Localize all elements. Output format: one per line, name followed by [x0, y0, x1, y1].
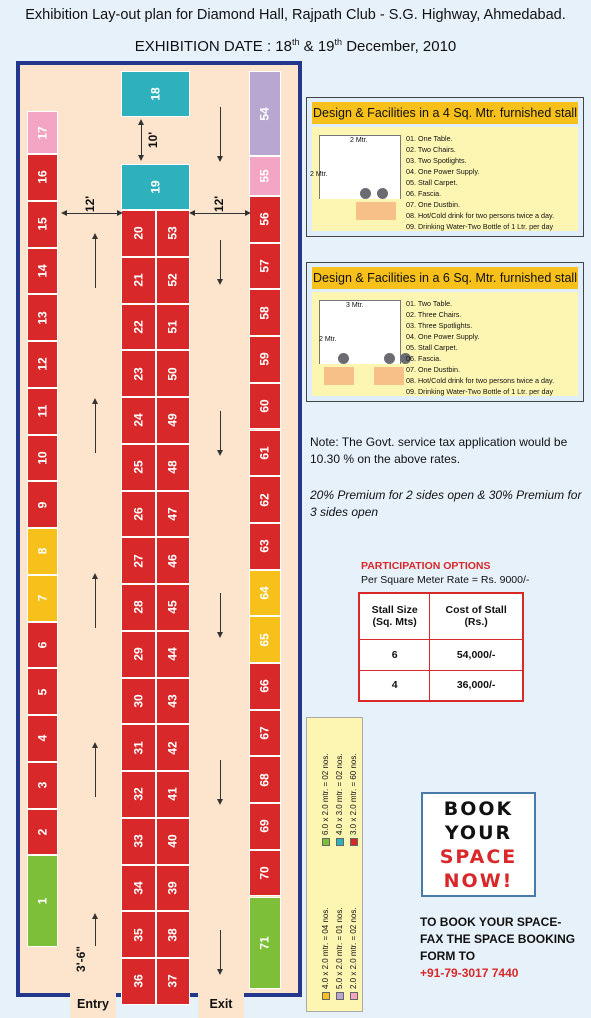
stall-58[interactable] — [249, 289, 281, 336]
stall-number: 11 — [35, 404, 50, 418]
cell-size: 4 — [359, 670, 430, 701]
aisle-up-arrow-icon — [95, 578, 96, 628]
legend-entry — [335, 753, 344, 846]
facility-item: 07. One Dustbin. — [406, 365, 460, 374]
facility-item: 02. Three Chairs. — [406, 310, 462, 319]
stall-31[interactable] — [121, 724, 156, 771]
facility-item: 03. Three Spotlights. — [406, 321, 473, 330]
stall-number: 66 — [257, 679, 272, 694]
book-word: BOOK — [443, 798, 514, 820]
dimension-12ft-right-label: 12' — [212, 195, 227, 213]
premium-note: 20% Premium for 2 sides open & 30% Premium for 3 sides open — [310, 488, 582, 519]
stall-number: 1 — [35, 897, 50, 905]
stall-4[interactable] — [27, 715, 58, 762]
stall-36[interactable] — [121, 958, 156, 1005]
stall-number: 51 — [165, 320, 180, 334]
stall-67[interactable] — [249, 710, 281, 757]
stall-number: 23 — [131, 366, 146, 381]
fax-line-2: FAX THE SPACE BOOKING — [420, 932, 576, 946]
header-cost: Cost of Stall (Rs.) — [430, 593, 523, 639]
stall-6[interactable] — [27, 622, 58, 669]
facility-item: 05. Stall Carpet. — [406, 178, 458, 187]
legend-entry — [321, 753, 330, 846]
stall-number: 64 — [257, 586, 272, 600]
legend-swatch — [336, 838, 344, 846]
dimension-10ft-label: 10' — [146, 131, 161, 149]
stall-number: 21 — [131, 273, 146, 287]
legend-text: 2.0 x 2.0 mtr. = 02 nos. — [349, 907, 358, 989]
stall-number: 9 — [35, 501, 50, 508]
stall-1[interactable] — [27, 855, 58, 947]
stall-number: 49 — [165, 413, 180, 428]
stall-50[interactable] — [156, 350, 191, 397]
stall-59[interactable] — [249, 336, 281, 383]
facilities-6sqm-list — [406, 298, 554, 397]
stall-57[interactable] — [249, 243, 281, 290]
aisle-up-arrow-icon — [95, 747, 96, 797]
stall-25[interactable] — [121, 444, 156, 491]
stall-number: 22 — [131, 320, 146, 334]
fax-line-1: TO BOOK YOUR SPACE- — [420, 915, 562, 929]
service-tax-note: Note: The Govt. service tax application would be 10.30 % on the above rates. — [310, 435, 568, 466]
stall-number: 14 — [35, 264, 50, 278]
participation-table — [358, 592, 524, 702]
depth-label: 2 Mtr. — [310, 171, 328, 178]
stall-number: 35 — [131, 927, 146, 942]
stall-19[interactable] — [121, 164, 190, 210]
stall-number: 46 — [165, 553, 180, 568]
stall-14[interactable] — [27, 248, 58, 295]
stall-number: 18 — [148, 87, 163, 101]
stall-number: 32 — [131, 787, 146, 802]
stall-number: 3 — [35, 781, 50, 789]
stall-6sqm-sketch — [319, 300, 401, 364]
participation-rate: Per Square Meter Rate = Rs. 9000/- — [361, 574, 530, 586]
stall-number: 5 — [35, 688, 50, 695]
stall-44[interactable] — [156, 631, 191, 678]
stall-number: 13 — [35, 310, 50, 325]
stall-69[interactable] — [249, 803, 281, 850]
stall-number: 20 — [131, 226, 146, 241]
legend-entry — [335, 907, 344, 1000]
facilities-4sqm-box — [306, 97, 584, 237]
facility-item: 08. Hot/Cold drink for two persons twice a day. — [406, 376, 555, 385]
stall-16[interactable] — [27, 154, 58, 201]
aisle-up-arrow-icon — [95, 918, 96, 946]
stall-23[interactable] — [121, 350, 156, 397]
stall-number: 48 — [165, 460, 180, 474]
table-icon — [356, 202, 396, 220]
stall-28[interactable] — [121, 584, 156, 631]
aisle-up-arrow-icon — [95, 403, 96, 453]
aisle-down-arrow-icon — [220, 593, 221, 633]
table-row — [359, 639, 523, 670]
stall-2[interactable] — [27, 809, 58, 856]
stall-number: 7 — [35, 594, 50, 602]
stall-number: 37 — [165, 974, 180, 989]
stall-number: 25 — [131, 460, 146, 474]
stall-number: 58 — [257, 306, 272, 320]
stall-number: 2 — [35, 828, 50, 836]
stall-5[interactable] — [27, 668, 58, 715]
stall-number: 63 — [257, 539, 272, 553]
stall-number: 12 — [35, 357, 50, 372]
stall-27[interactable] — [121, 537, 156, 584]
your-word: YOUR — [444, 822, 513, 844]
facility-item: 07. One Dustbin. — [406, 200, 460, 209]
table-row — [359, 670, 523, 701]
legend-text: 4.0 x 2.0 mtr. = 04 nos. — [321, 907, 330, 989]
stall-24[interactable] — [121, 397, 156, 444]
stall-30[interactable] — [121, 678, 156, 725]
legend-swatch — [350, 992, 358, 1000]
legend-entry — [321, 907, 330, 1000]
aisle-down-arrow-icon — [220, 107, 221, 157]
legend-swatch — [336, 992, 344, 1000]
stall-number: 57 — [257, 259, 272, 273]
chair-icon — [360, 188, 371, 199]
table-icon — [324, 367, 354, 385]
legend-swatch — [350, 838, 358, 846]
table-icon — [374, 367, 404, 385]
facility-item: 09. Drinking Water-Two Bottle of 1 Ltr. per day — [406, 387, 554, 396]
chair-icon — [377, 188, 388, 199]
stall-55[interactable] — [249, 156, 281, 196]
stall-47[interactable] — [156, 491, 191, 538]
stall-45[interactable] — [156, 584, 191, 631]
stall-number: 47 — [165, 507, 180, 521]
now-word: NOW! — [443, 870, 514, 892]
stall-number: 31 — [131, 740, 146, 755]
aisle-up-arrow-icon — [95, 238, 96, 288]
legend-text: 6.0 x 2.0 mtr. = 02 nos. — [321, 753, 330, 835]
fax-line-3: FORM TO — [420, 949, 476, 963]
facilities-6sqm-box — [306, 262, 584, 402]
stall-43[interactable] — [156, 678, 191, 725]
stall-number: 4 — [35, 735, 50, 742]
fax-phone-number[interactable]: +91-79-3017 7440 — [420, 966, 519, 980]
stall-number: 56 — [257, 212, 272, 227]
stall-21[interactable] — [121, 257, 156, 304]
facility-item: 01. One Table. — [406, 134, 453, 143]
stall-number: 10 — [35, 451, 50, 465]
stall-number: 19 — [148, 180, 163, 194]
fax-instructions — [420, 914, 575, 982]
legend-entry — [349, 907, 358, 1000]
stall-34[interactable] — [121, 865, 156, 912]
stall-15[interactable] — [27, 201, 58, 248]
stall-33[interactable] — [121, 818, 156, 865]
facility-item: 06. Fascia. — [406, 354, 442, 363]
stall-number: 50 — [165, 366, 180, 381]
book-your-space-badge — [421, 792, 536, 897]
aisle-down-arrow-icon — [220, 240, 221, 280]
stall-size-legend — [306, 717, 363, 1012]
stall-39[interactable] — [156, 865, 191, 912]
stall-number: 70 — [257, 866, 272, 880]
table-header-row — [359, 593, 523, 639]
facility-item: 08. Hot/Cold drink for two persons twice a day. — [406, 211, 555, 220]
stall-number: 54 — [257, 106, 272, 121]
stall-number: 60 — [257, 399, 272, 413]
aisle-down-arrow-icon — [220, 930, 221, 970]
stall-46[interactable] — [156, 537, 191, 584]
stall-53[interactable] — [156, 210, 191, 257]
legend-text: 4.0 x 3.0 mtr. = 02 nos. — [335, 753, 344, 835]
space-word: SPACE — [439, 846, 518, 868]
stall-61[interactable] — [249, 430, 281, 477]
facility-item: 01. Two Table. — [406, 299, 453, 308]
cell-size: 6 — [359, 639, 430, 670]
stall-66[interactable] — [249, 663, 281, 710]
stall-number: 6 — [35, 641, 50, 649]
legend-swatch — [322, 992, 330, 1000]
facilities-6sqm-heading: Design & Facilities in a 6 Sq. Mtr. furnished stall — [312, 267, 578, 289]
facility-item: 03. Two Spotlights. — [406, 156, 467, 165]
stall-number: 68 — [257, 773, 272, 787]
aisle-down-arrow-icon — [220, 411, 221, 451]
stall-number: 65 — [257, 632, 272, 647]
stall-3[interactable] — [27, 762, 58, 809]
stall-number: 33 — [131, 834, 146, 848]
stall-number: 40 — [165, 834, 180, 848]
stall-29[interactable] — [121, 631, 156, 678]
legend-swatch — [322, 838, 330, 846]
facility-item: 02. Two Chairs. — [406, 145, 456, 154]
cell-cost: 54,000/- — [430, 639, 523, 670]
stall-52[interactable] — [156, 257, 191, 304]
width-label: 2 Mtr. — [350, 137, 368, 144]
legend-entry — [349, 753, 358, 846]
stall-number: 62 — [257, 492, 272, 507]
stall-number: 69 — [257, 819, 272, 834]
stall-number: 53 — [165, 226, 180, 241]
stall-60[interactable] — [249, 383, 281, 430]
stall-65[interactable] — [249, 616, 281, 663]
facility-item: 06. Fascia. — [406, 189, 442, 198]
width-label: 3 Mtr. — [346, 302, 364, 309]
stall-37[interactable] — [156, 958, 191, 1005]
chair-icon — [384, 353, 395, 364]
stall-54[interactable] — [249, 71, 281, 156]
stall-4sqm-sketch — [319, 135, 401, 199]
facility-item: 09. Drinking Water-Two Bottle of 1 Ltr. per day — [406, 222, 554, 231]
stall-49[interactable] — [156, 397, 191, 444]
stall-number: 34 — [131, 881, 146, 895]
stall-20[interactable] — [121, 210, 156, 257]
stall-17[interactable] — [27, 111, 58, 154]
stall-number: 67 — [257, 726, 272, 740]
dimension-12ft-left-label: 12' — [83, 195, 98, 213]
stall-number: 27 — [131, 553, 146, 568]
stall-42[interactable] — [156, 724, 191, 771]
stall-22[interactable] — [121, 304, 156, 351]
facility-item: 05. Stall Carpet. — [406, 343, 458, 352]
stall-number: 28 — [131, 600, 146, 615]
stall-number: 16 — [35, 170, 50, 185]
stall-number: 45 — [165, 600, 180, 615]
stall-number: 44 — [165, 647, 180, 661]
stall-64[interactable] — [249, 570, 281, 617]
stall-71[interactable] — [249, 897, 281, 989]
participation-title: PARTICIPATION OPTIONS — [361, 560, 491, 572]
stall-38[interactable] — [156, 911, 191, 958]
stall-number: 24 — [131, 413, 146, 428]
stall-number: 61 — [257, 446, 272, 460]
stall-70[interactable] — [249, 850, 281, 897]
dimension-3-6-label: 3'-6" — [73, 946, 88, 972]
stall-number: 71 — [257, 935, 272, 950]
stall-51[interactable] — [156, 304, 191, 351]
header-stall-size: Stall Size (Sq. Mts) — [359, 593, 430, 639]
entry-label: Entry — [70, 993, 116, 1018]
legend-text: 3.0 x 2.0 mtr. = 60 nos. — [349, 753, 358, 835]
facilities-4sqm-heading: Design & Facilities in a 4 Sq. Mtr. furnished stall — [312, 102, 578, 124]
facility-item: 04. One Power Supply. — [406, 167, 480, 176]
stall-number: 52 — [165, 273, 180, 287]
stall-32[interactable] — [121, 771, 156, 818]
stall-number: 43 — [165, 694, 180, 708]
stall-9[interactable] — [27, 481, 58, 528]
stall-number: 42 — [165, 740, 180, 755]
stall-number: 41 — [165, 787, 180, 802]
stall-number: 36 — [131, 974, 146, 989]
exhibition-date: EXHIBITION DATE : 18th & 19th December, 2010 — [134, 37, 457, 55]
stall-35[interactable] — [121, 911, 156, 958]
stall-number: 59 — [257, 352, 272, 367]
stall-18[interactable] — [121, 71, 190, 117]
stall-56[interactable] — [249, 196, 281, 243]
stall-63[interactable] — [249, 523, 281, 570]
dimension-10ft-icon — [141, 124, 142, 156]
plan-title: Exhibition Lay-out plan for Diamond Hall, Rajpath Club - S.G. Highway, Ahmedabad. — [25, 7, 566, 23]
depth-label: 2 Mtr. — [319, 336, 337, 343]
legend-text: 5.0 x 2.0 mtr. = 01 nos. — [335, 907, 344, 989]
dimension-12ft-left-icon — [66, 213, 118, 214]
stall-26[interactable] — [121, 491, 156, 538]
stall-12[interactable] — [27, 341, 58, 388]
stall-7[interactable] — [27, 575, 58, 622]
cell-cost: 36,000/- — [430, 670, 523, 701]
facility-item: 04. One Power Supply. — [406, 332, 480, 341]
stall-number: 55 — [257, 169, 272, 183]
stall-number: 8 — [35, 548, 50, 555]
stall-number: 17 — [35, 125, 50, 140]
dimension-12ft-right-icon — [194, 213, 246, 214]
stall-number: 39 — [165, 881, 180, 895]
stall-68[interactable] — [249, 756, 281, 803]
aisle-down-arrow-icon — [220, 760, 221, 800]
chair-icon — [338, 353, 349, 364]
exit-label: Exit — [198, 993, 244, 1018]
stall-8[interactable] — [27, 528, 58, 575]
stall-48[interactable] — [156, 444, 191, 491]
stall-62[interactable] — [249, 476, 281, 523]
stall-13[interactable] — [27, 294, 58, 341]
stall-number: 26 — [131, 507, 146, 521]
stall-number: 30 — [131, 694, 146, 708]
stall-10[interactable] — [27, 435, 58, 482]
stall-number: 38 — [165, 927, 180, 942]
stall-41[interactable] — [156, 771, 191, 818]
stall-11[interactable] — [27, 388, 58, 435]
stall-number: 29 — [131, 647, 146, 661]
stall-40[interactable] — [156, 818, 191, 865]
stall-number: 15 — [35, 217, 50, 231]
facilities-4sqm-list — [406, 133, 554, 232]
